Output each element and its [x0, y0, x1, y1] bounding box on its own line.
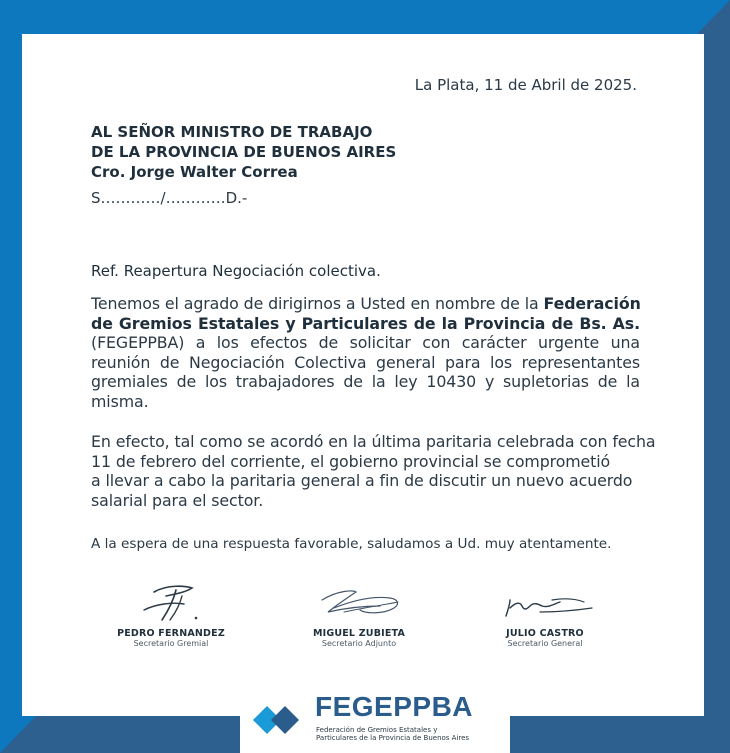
- reference-line: Ref. Reapertura Negociación colectiva.: [91, 262, 381, 280]
- signatory-name: JULIO CASTRO: [506, 628, 584, 639]
- signature-zubieta-icon: [294, 578, 424, 626]
- recipient-line: Cro. Jorge Walter Correa: [91, 163, 298, 181]
- paragraph-line: gremiales de los trabajadores de la ley 10430 y supletorias de la: [91, 372, 640, 392]
- recipient-line: AL SEÑOR MINISTRO DE TRABAJO: [91, 123, 373, 141]
- signature-fernandez-icon: [116, 578, 226, 626]
- signature-block-castro: [460, 578, 630, 648]
- paragraph-text: Tenemos el agrado de dirigirnos a Usted en nombre de la: [91, 294, 544, 313]
- signatory-role: Secretario Gremial: [133, 639, 209, 648]
- federation-name-bold: de Gremios Estatales y Particulares de la Provincia de Bs. As.: [91, 313, 640, 333]
- fegeppba-logo: [253, 692, 503, 748]
- paragraph-line: 11 de febrero del corriente, el gobierno provincial se comprometió: [91, 451, 611, 471]
- signatory-role: Secretario Adjunto: [321, 639, 397, 648]
- paragraph-1: [91, 294, 640, 412]
- recipient-line: DE LA PROVINCIA DE BUENOS AIRES: [91, 143, 397, 161]
- paragraph-line: misma.: [91, 391, 149, 411]
- paragraph-2: [91, 432, 656, 510]
- letter-date: La Plata, 11 de Abril de 2025.: [414, 76, 637, 94]
- paragraph-line: salarial para el sector.: [91, 490, 264, 510]
- signature-block-fernandez: [86, 578, 256, 648]
- logo-name: FEGEPPBA: [315, 691, 474, 722]
- paragraph-line: a llevar a cabo la paritaria general a fin de discutir un nuevo acuerdo: [91, 471, 633, 491]
- logo-subtitle: Federación de Gremios Estatales y: [316, 726, 438, 734]
- signature-block-zubieta: [274, 578, 444, 648]
- signatory-name: MIGUEL ZUBIETA: [312, 628, 406, 639]
- paragraph-line: (FEGEPPBA) a los efectos de solicitar con carácter urgente una: [91, 333, 640, 353]
- signatory-name: PEDRO FERNANDEZ: [117, 628, 225, 639]
- paragraph-line: En efecto, tal como se acordó en la última paritaria celebrada con fecha: [91, 432, 656, 451]
- signature-castro-icon: [480, 578, 610, 626]
- signatory-role: Secretario General: [507, 639, 583, 648]
- paragraph-line: [91, 294, 640, 314]
- closing-line: A la espera de una respuesta favorable, saludamos a Ud. muy atentamente.: [91, 536, 612, 552]
- paragraph-line: reunión de Negociación Colectiva general para los representantes: [91, 352, 640, 372]
- federation-name-bold: Federación: [543, 294, 641, 313]
- logo-subtitle: Particulares de la Provincia de Buenos Aires: [316, 734, 470, 742]
- recipient-block: [91, 122, 396, 182]
- logo-diamond-icon: [253, 698, 301, 742]
- sd-line: S…………/…………D.-: [91, 189, 248, 207]
